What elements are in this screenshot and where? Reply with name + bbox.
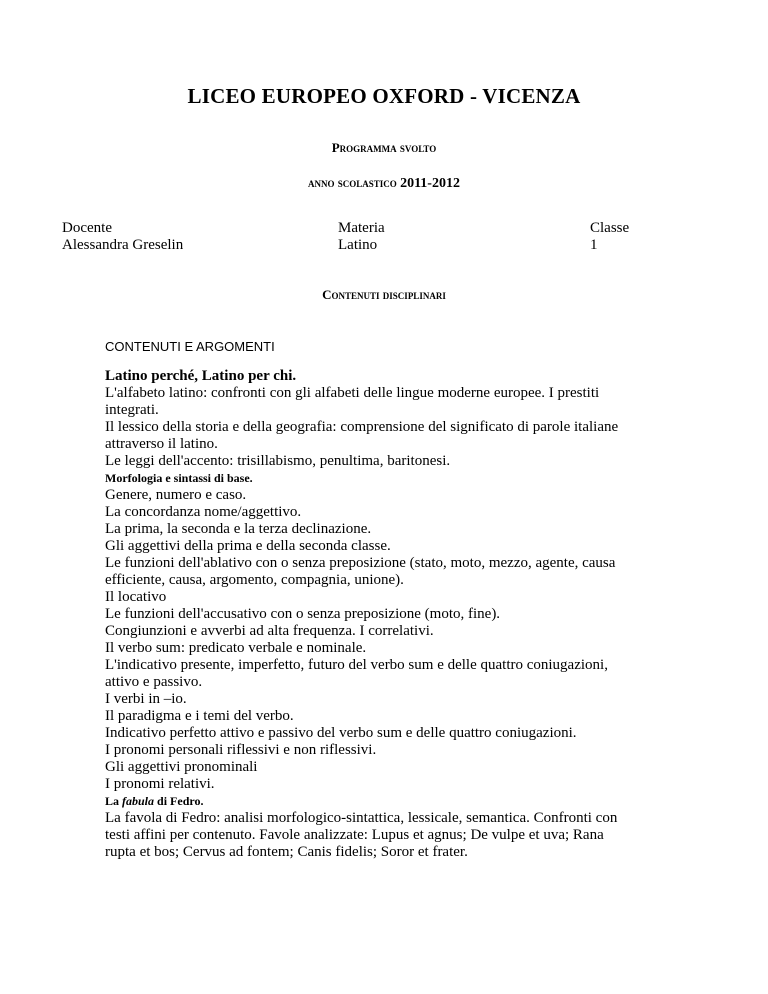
text-line: La favola di Fedro: analisi morfologico-sintattica, lessicale, semantica. Confronti con bbox=[105, 810, 618, 826]
section-fabula-lines bbox=[105, 810, 675, 861]
section-morfologia-lines bbox=[105, 487, 675, 793]
text-line: Congiunzioni e avverbi ad alta frequenza. I correlativi. bbox=[105, 623, 434, 639]
content-heading: CONTENUTI E ARGOMENTI bbox=[105, 339, 275, 354]
text-line: Il paradigma e i temi del verbo. bbox=[105, 708, 294, 724]
text-line: I pronomi personali riflessivi e non riflessivi. bbox=[105, 742, 377, 758]
fabula-title-pre: La bbox=[105, 794, 123, 808]
classe-value: 1 bbox=[590, 237, 598, 253]
programma-subtitle: Programma svolto bbox=[331, 140, 437, 155]
classe-block bbox=[590, 220, 629, 254]
section-latino-lines bbox=[105, 385, 675, 470]
text-line: attivo e passivo. bbox=[105, 674, 203, 690]
fabula-title-post: di Fedro. bbox=[154, 794, 204, 808]
text-line: Genere, numero e caso. bbox=[105, 487, 247, 503]
text-line: Il locativo bbox=[105, 589, 167, 605]
materia-block bbox=[338, 220, 385, 254]
text-line: integrati. bbox=[105, 402, 159, 418]
docente-label: Docente bbox=[62, 220, 112, 236]
text-line: attraverso il latino. bbox=[105, 436, 218, 452]
text-line: Il verbo sum: predicato verbale e nominale. bbox=[105, 640, 367, 656]
fabula-title-em: fabula bbox=[122, 794, 155, 808]
text-line: L'alfabeto latino: confronti con gli alfabeti delle lingue moderne europee. I prestiti bbox=[105, 385, 600, 401]
text-line: Le funzioni dell'accusativo con o senza preposizione (moto, fine). bbox=[105, 606, 501, 622]
document-title: LICEO EUROPEO OXFORD - VICENZA bbox=[187, 84, 581, 108]
materia-label: Materia bbox=[338, 220, 385, 236]
content-body bbox=[105, 338, 675, 861]
text-line: Il lessico della storia e della geografia: comprensione del significato di parole italiane bbox=[105, 419, 619, 435]
text-line: Le funzioni dell'ablativo con o senza preposizione (stato, moto, mezzo, agente, causa bbox=[105, 555, 616, 571]
text-line: Gli aggettivi pronominali bbox=[105, 759, 258, 775]
text-line: efficiente, causa, argomento, compagnia, unione). bbox=[105, 572, 404, 588]
contenuti-disciplinari-title: Contenuti disciplinari bbox=[322, 287, 446, 302]
docente-value: Alessandra Greselin bbox=[62, 237, 184, 253]
anno-scolastico-subtitle bbox=[0, 175, 768, 192]
materia-value: Latino bbox=[338, 237, 378, 253]
section-title-latino: Latino perché, Latino per chi. bbox=[105, 368, 297, 384]
section-title-morfologia: Morfologia e sintassi di base. bbox=[105, 471, 253, 485]
text-line: La concordanza nome/aggettivo. bbox=[105, 504, 302, 520]
text-line: Indicativo perfetto attivo e passivo del verbo sum e delle quattro coniugazioni. bbox=[105, 725, 577, 741]
text-line: testi affini per contenuto. Favole analizzate: Lupus et agnus; De vulpe et uva; Rana bbox=[105, 827, 604, 843]
text-line: rupta et bos; Cervus ad fontem; Canis fidelis; Soror et frater. bbox=[105, 844, 468, 860]
text-line: I pronomi relativi. bbox=[105, 776, 215, 792]
text-line: Le leggi dell'accento: trisillabismo, penultima, baritonesi. bbox=[105, 453, 451, 469]
docente-block bbox=[62, 220, 183, 254]
text-line: L'indicativo presente, imperfetto, futuro del verbo sum e delle quattro coniugazioni, bbox=[105, 657, 608, 673]
anno-value: 2011-2012 bbox=[400, 176, 460, 191]
text-line: La prima, la seconda e la terza declinazione. bbox=[105, 521, 372, 537]
section-title-fabula bbox=[105, 793, 675, 810]
anno-prefix: anno scolastico bbox=[308, 175, 397, 190]
text-line: Gli aggettivi della prima e della seconda classe. bbox=[105, 538, 391, 554]
text-line: I verbi in –io. bbox=[105, 691, 187, 707]
classe-label: Classe bbox=[590, 220, 630, 236]
